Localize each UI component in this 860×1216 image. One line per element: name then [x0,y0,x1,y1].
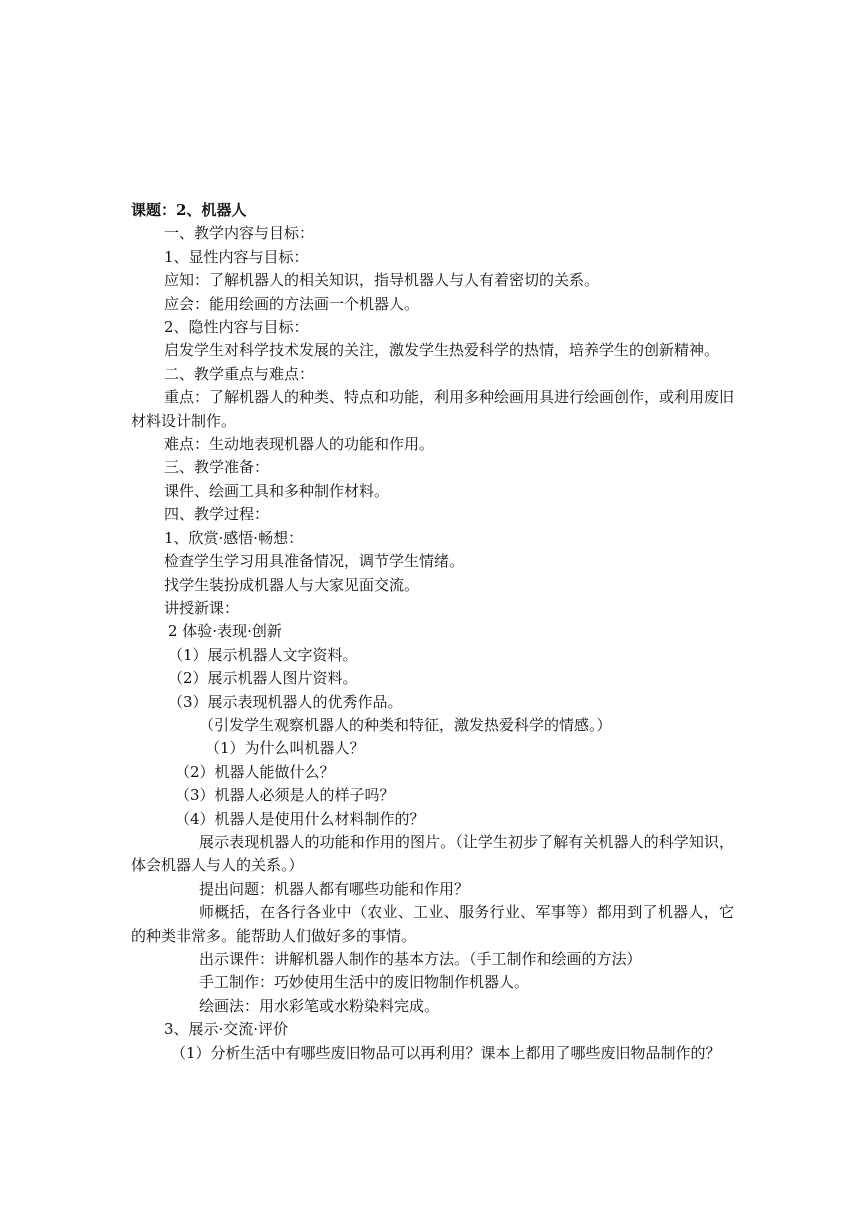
question-why-robot: （1）为什么叫机器人？ [205,739,365,758]
subheading-experience: 2 体验·表现·创新 [168,622,282,641]
subheading-show-exchange: 3、展示·交流·评价 [164,1020,289,1039]
paragraph-analyze-waste: （1）分析生活中有哪些废旧物品可以再利用？课本上都用了哪些废旧物品制作的？ [171,1043,721,1062]
lesson-title: 课题：2、机器人 [131,201,247,219]
paragraph-implicit-goals: 启发学生对科学技术发展的关注，激发学生热爱科学的热情，培养学生的创新精神。 [164,341,720,360]
paragraph-new-lesson: 讲授新课： [164,598,240,617]
document-body [131,199,734,1065]
paragraph-should-do: 应会：能用绘画的方法画一个机器人。 [164,294,420,313]
section-heading-content-goals: 一、教学内容与目标： [164,224,315,243]
paragraph-teacher-summary: 师概括，在各行各业中（农业、工业、服务行业、军事等）都用到了机器人，它的种类非常多。能帮助人们做好多的事情。 [131,903,734,945]
question-human-shape: （3）机器人必须是人的样子吗？ [175,786,395,805]
subheading-appreciate: 1、欣赏·感悟·畅想： [164,528,304,547]
list-item-text-materials: （1）展示机器人文字资料。 [168,645,358,664]
subheading-implicit-goals: 2、隐性内容与目标： [164,318,309,337]
paragraph-show-courseware: 出示课件：讲解机器人制作的基本方法。（手工制作和绘画的方法） [199,950,642,968]
paragraph-should-know: 应知：了解机器人的相关知识，指导机器人与人有着密切的关系。 [164,271,600,290]
list-item-picture-materials: （2）展示机器人图片资料。 [168,669,358,688]
paragraph-difficulty: 难点：生动地表现机器人的功能和作用。 [164,435,435,454]
paragraph-painting: 绘画法：用水彩笔或水粉染料完成。 [199,996,440,1015]
section-heading-process: 四、教学过程： [164,505,270,524]
paragraph-handmade: 手工制作：巧妙使用生活中的废旧物制作机器人。 [199,973,530,992]
paragraph-observe-note: （引发学生观察机器人的种类和特征，激发热爱科学的情感。） [199,715,612,734]
question-materials: （4）机器人是使用什么材料制作的？ [175,809,425,828]
paragraph-show-functions: 展示表现机器人的功能和作用的图片。（让学生初步了解有关机器人的科学知识，体会机器人与人的关系。） [131,832,734,875]
paragraph-key-point: 重点：了解机器人的种类、特点和功能，利用多种绘画用具进行绘画创作，或利用废旧材料设计制作。 [131,388,735,430]
paragraph-preparation: 课件、绘画工具和多种制作材料。 [164,481,390,500]
paragraph-ask-question: 提出问题：机器人都有哪些功能和作用？ [199,879,470,898]
paragraph-check-tools: 检查学生学习用具准备情况，调节学生情绪。 [164,552,465,571]
section-heading-preparation: 三、教学准备： [164,458,270,477]
section-heading-key-points: 二、教学重点与难点： [164,364,315,383]
paragraph-dress-up: 找学生装扮成机器人与大家见面交流。 [164,575,420,594]
list-item-excellent-works: （3）展示表现机器人的优秀作品。 [168,692,403,711]
subheading-explicit-goals: 1、显性内容与目标： [164,247,309,266]
question-what-can-do: （2）机器人能做什么？ [175,762,335,781]
